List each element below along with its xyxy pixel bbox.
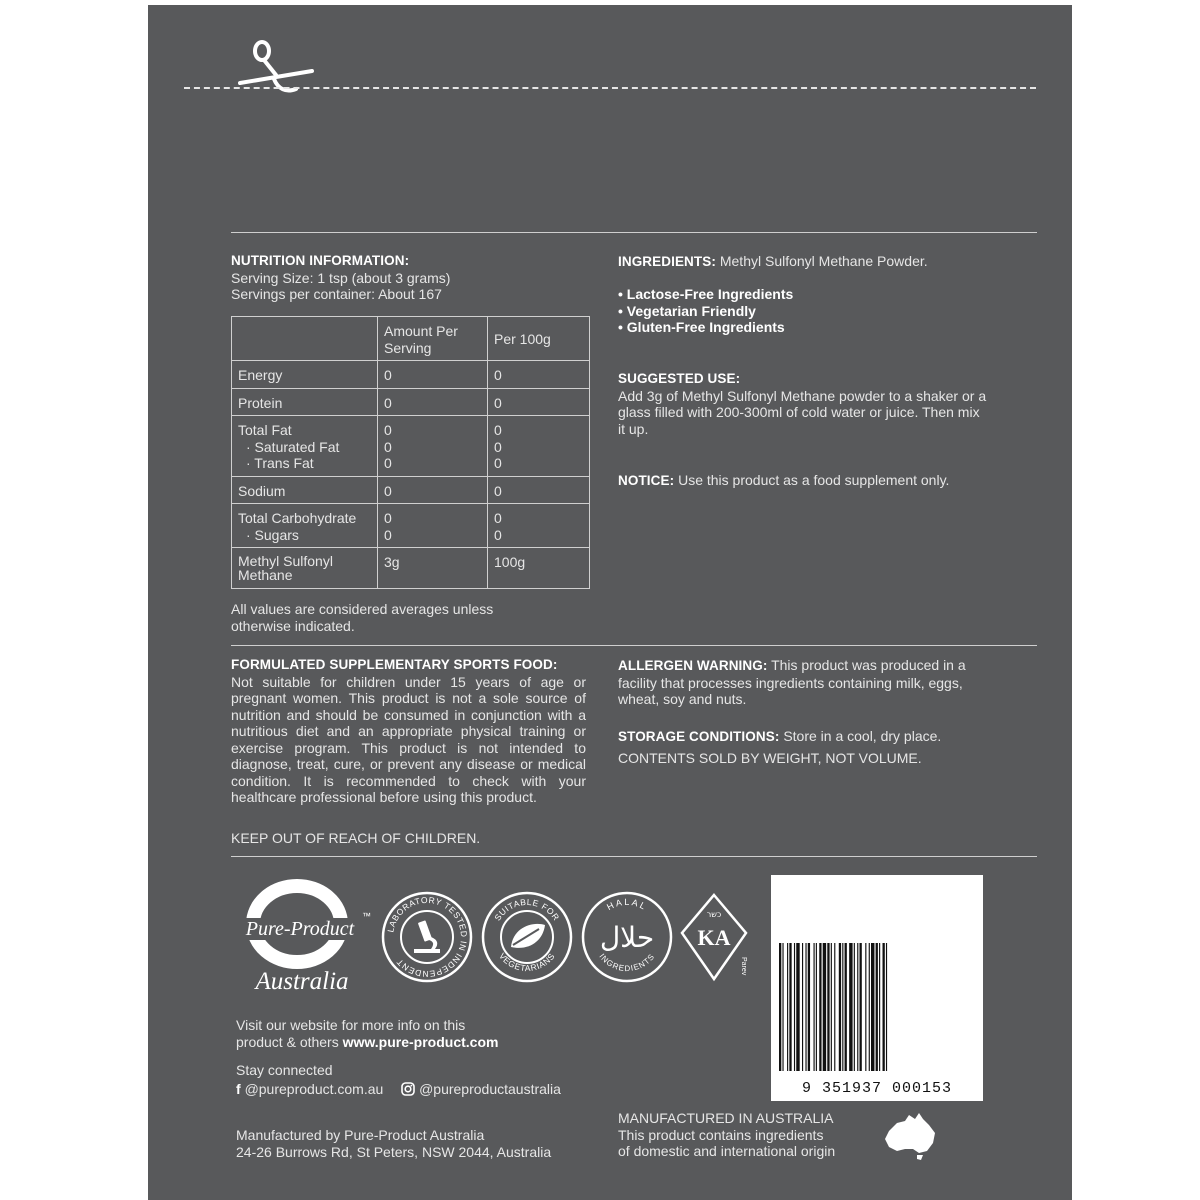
barcode-bar — [823, 943, 826, 1071]
allergen-section — [618, 657, 978, 708]
barcode-bar — [886, 943, 887, 1071]
row-serving: 0 — [378, 361, 488, 389]
vegetarian-badge-icon — [481, 891, 573, 983]
brand-name: Pure-Product — [230, 918, 370, 940]
notice-text: Use this product as a food supplement only. — [678, 472, 950, 488]
barcode-bar — [794, 943, 795, 1071]
col-per100-header: Per 100g — [488, 317, 590, 361]
barcode-bar — [802, 943, 803, 1071]
svg-text:INGREDIENTS — [597, 952, 656, 973]
table-row — [232, 476, 590, 504]
col-amount-header: Amount Per Serving — [378, 317, 488, 361]
barcode-bar — [834, 943, 835, 1071]
barcode-bar — [814, 943, 815, 1071]
barcode-bar — [819, 943, 821, 1071]
servings-per-container: Servings per container: About 167 — [231, 286, 442, 302]
barcode-bar — [779, 943, 781, 1071]
row-per100: 100g — [488, 548, 590, 589]
row-per100: 0 — [488, 388, 590, 416]
halal-arabic-text: حلال — [599, 921, 655, 954]
row-label: · Trans Fat — [246, 455, 314, 471]
storage-label: STORAGE CONDITIONS: — [618, 729, 780, 744]
row-per100: 0 — [494, 438, 502, 455]
suggested-use-text: Add 3g of Methyl Sulfonyl Methane powder to a shaker or a glass filled with 200-300ml of cold water or juice. Then mix it up. — [618, 387, 987, 437]
facebook-handle[interactable]: @pureproduct.com.au — [244, 1081, 384, 1097]
notice-label: NOTICE: — [618, 473, 675, 488]
stay-connected-label: Stay connected — [236, 1062, 333, 1078]
ingredients-label: INGREDIENTS: — [618, 254, 716, 269]
divider-bottom — [231, 856, 1037, 857]
barcode-bar — [865, 943, 866, 1071]
vegetarian-bottom-text: VEGETARIANS — [497, 950, 557, 974]
barcode-box — [771, 875, 983, 1101]
barcode-bar — [871, 943, 874, 1071]
row-per100: 0 — [494, 510, 502, 526]
barcode-bar — [869, 943, 870, 1071]
website-link[interactable]: www.pure-product.com — [342, 1033, 499, 1050]
manufacturer-info — [236, 1127, 636, 1160]
barcode-bar — [879, 943, 880, 1071]
website-line2: product & others — [236, 1033, 343, 1050]
serving-size: Serving Size: 1 tsp (about 3 grams) — [231, 269, 451, 286]
trademark-mark: ™ — [362, 911, 371, 921]
formulated-text: Not suitable for children under 15 years of age or pregnant women. This product is not a sole source of nutrition and should be consumed in conjunction with a nutritious diet and an appropriate physical training or exercise program. This product is not intended to diagnose, treat, cure, or prevent any disease or medical condition. It is recommended to check with your healthcare professional before using this product. — [231, 673, 586, 805]
nutrition-table — [231, 316, 590, 589]
feature-bullets — [618, 286, 988, 336]
keep-out-warning: KEEP OUT OF REACH OF CHILDREN. — [231, 830, 481, 846]
kosher-mark-text: KA — [697, 925, 731, 950]
barcode-icon — [777, 943, 977, 1071]
suggested-use-label: SUGGESTED USE: — [618, 371, 741, 386]
divider-middle — [231, 645, 1037, 646]
barcode-number: 9 351937 000153 — [801, 1080, 953, 1097]
website-line1: Visit our website for more info on this — [236, 1017, 466, 1033]
row-label: · Saturated Fat — [246, 438, 340, 455]
halal-top-text: HALAL — [605, 896, 650, 913]
row-label: · Sugars — [246, 526, 299, 543]
barcode-bar — [816, 943, 817, 1071]
barcode-bar — [845, 943, 847, 1071]
origin-line2: This product contains ingredients — [618, 1126, 824, 1143]
row-per100: 0 — [494, 455, 502, 471]
table-row — [232, 388, 590, 416]
storage-text: Store in a cool, dry place. — [783, 728, 942, 744]
barcode-bar — [827, 943, 829, 1071]
australia-map-icon — [883, 1109, 941, 1161]
bullet-item: • Lactose-Free Ingredients — [618, 286, 794, 302]
barcode-bar — [883, 943, 885, 1071]
barcode-bar — [782, 943, 783, 1071]
manufacturer-line2: 24-26 Burrows Rd, St Peters, NSW 2044, Australia — [236, 1143, 552, 1160]
social-links — [236, 1081, 561, 1098]
barcode-bar — [860, 943, 862, 1071]
row-serving: 0 — [378, 476, 488, 504]
row-serving: 0 — [384, 526, 392, 543]
ingredients-section — [618, 253, 988, 271]
divider-top — [231, 232, 1037, 233]
barcode-bar — [805, 943, 806, 1071]
table-row — [232, 504, 590, 548]
barcode-bar — [831, 943, 832, 1071]
averages-note: All values are considered averages unless otherwise indicated. — [231, 601, 494, 634]
table-row — [232, 416, 590, 477]
notice-section — [618, 472, 998, 490]
row-label: Protein — [232, 388, 378, 416]
table-row — [232, 548, 590, 589]
row-serving: 3g — [378, 548, 488, 589]
formulated-label: FORMULATED SUPPLEMENTARY SPORTS FOOD: — [231, 657, 558, 672]
storage-section — [618, 728, 998, 766]
bullet-item: • Vegetarian Friendly — [618, 302, 756, 319]
row-per100: 0 — [488, 476, 590, 504]
row-serving: 0 — [384, 438, 392, 455]
suggested-use-section — [618, 371, 988, 437]
label-panel — [148, 5, 1072, 1200]
barcode-bar — [842, 943, 843, 1071]
facebook-icon: f — [236, 1081, 241, 1097]
barcode-bar — [854, 943, 855, 1071]
brand-country: Australia — [255, 968, 349, 995]
origin-line3: of domestic and international origin — [618, 1143, 836, 1159]
website-info — [236, 1017, 596, 1050]
table-row — [232, 361, 590, 389]
barcode-bar — [787, 943, 788, 1071]
row-per100: 0 — [488, 361, 590, 389]
kosher-bottom-text: Parev — [740, 957, 747, 976]
barcode-bar — [789, 943, 791, 1071]
barcode-bar — [796, 943, 799, 1071]
barcode-bar — [857, 943, 858, 1071]
halal-badge-icon — [581, 891, 673, 983]
row-label: Total Carbohydrate — [238, 510, 357, 526]
kosher-top-text: כשר — [706, 910, 722, 919]
lab-tested-text: LABORATORY TESTED IN INDEPENDENT — [385, 894, 470, 980]
bullet-item: • Gluten-Free Ingredients — [618, 319, 785, 335]
nutrition-heading: NUTRITION INFORMATION: — [231, 253, 410, 268]
row-per100: 0 — [494, 422, 502, 438]
row-label: Energy — [232, 361, 378, 389]
vegetarian-top-text: SUITABLE FOR — [492, 896, 562, 923]
row-serving: 0 — [384, 422, 392, 438]
formulated-section — [231, 657, 586, 806]
instagram-handle[interactable]: @pureproductaustralia — [419, 1081, 561, 1097]
halal-bottom-text: INGREDIENTS — [597, 951, 657, 974]
origin-info — [618, 1110, 908, 1160]
table-header-row — [232, 317, 590, 361]
lab-tested-badge-icon — [381, 891, 473, 983]
allergen-label: ALLERGEN WARNING: — [618, 658, 768, 673]
barcode-bar — [876, 943, 878, 1071]
svg-text:HALAL — [605, 897, 649, 912]
row-serving: 0 — [384, 455, 392, 471]
row-serving: 0 — [378, 388, 488, 416]
ingredients-text: Methyl Sulfonyl Methane Powder. — [719, 253, 928, 269]
cut-line — [184, 87, 1036, 89]
allergen-text: This product was produced in a facility that processes ingredients containing milk, eggs, wheat, soy and nuts. — [618, 657, 966, 707]
row-label: Total Fat — [238, 422, 292, 438]
instagram-icon — [401, 1082, 415, 1096]
row-label: Sodium — [232, 476, 378, 504]
nutrition-header — [231, 253, 591, 303]
row-serving: 0 — [384, 510, 392, 526]
barcode-bar — [839, 943, 841, 1071]
row-per100: 0 — [494, 526, 502, 543]
weight-note: CONTENTS SOLD BY WEIGHT, NOT VOLUME. — [618, 749, 922, 766]
row-label: Methyl Sulfonyl Methane — [232, 548, 378, 589]
origin-line1: MANUFACTURED IN AUSTRALIA — [618, 1110, 834, 1126]
manufacturer-line1: Manufactured by Pure-Product Australia — [236, 1127, 485, 1143]
barcode-bar — [849, 943, 852, 1071]
kosher-badge-icon — [678, 889, 750, 985]
barcode-bar — [808, 943, 810, 1071]
